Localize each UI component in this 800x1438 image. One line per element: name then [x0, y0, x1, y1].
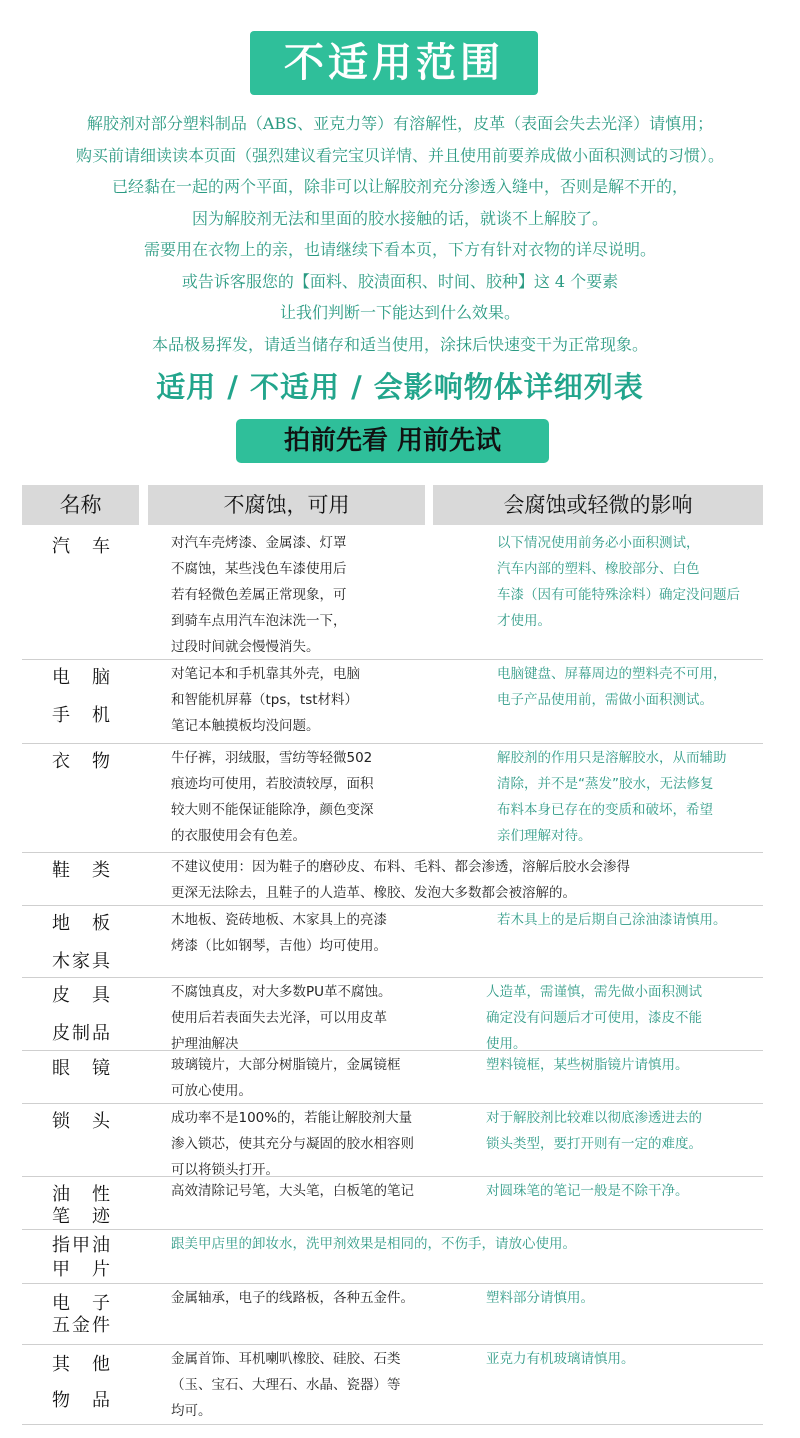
cell-line: 塑料镜框，某些树脂镜片请慎用。 [486, 1057, 689, 1073]
table-row [22, 1103, 763, 1177]
cell-line: 对汽车壳烤漆、金属漆、灯罩 [171, 535, 347, 551]
cell-line: 痕迹均可使用，若胶渍较厚，面积 [171, 776, 374, 792]
row-name: 油 性 [52, 1184, 112, 1205]
cell-line: 清除，并不是“蒸发”胶水，无法修复 [497, 776, 714, 792]
notice-line: 购买前请细读读本页面（强烈建议看完宝贝详情、并且使用前要养成做小面积测试的习惯）。 [75, 145, 724, 165]
cell-line: 使用后若表面失去光泽，可以用皮革 [171, 1010, 387, 1026]
table-row [22, 528, 763, 660]
cell-line: 可以将锁头打开。 [171, 1162, 279, 1178]
cell-line: 锁头类型，要打开则有一定的难度。 [486, 1136, 702, 1152]
row-name: 物 品 [52, 1390, 112, 1411]
cell-safe [171, 1052, 401, 1104]
cell-line: 若有轻微色差属正常现象，可 [171, 587, 347, 603]
table-row [22, 743, 763, 853]
cell-line: 不腐蚀真皮，对大多数PU革不腐蚀。 [171, 984, 392, 1000]
cell-safe [171, 1178, 414, 1204]
cell-full [171, 1231, 576, 1257]
notice-line: 或告诉客服您的【面料、胶渍面积、时间、胶种】这 4 个要素 [181, 271, 619, 291]
table-row [22, 977, 763, 1051]
row-name: 木家具 [52, 951, 112, 972]
row-name: 电 脑 [52, 667, 112, 688]
table-row [22, 659, 763, 744]
cell-affect [486, 979, 702, 1057]
title-banner [250, 31, 538, 95]
cell-line: 笔记本触摸板均没问题。 [171, 718, 320, 734]
cell-line: 和智能机屏幕（tps，tst材料） [171, 692, 359, 708]
cell-safe [171, 1105, 414, 1183]
cell-line: 更深无法除去，且鞋子的人造革、橡胶、发泡大多数都会被溶解的。 [171, 885, 576, 901]
cell-affect [486, 1178, 689, 1204]
tip-text: 拍前先看 用前先试 [283, 426, 502, 456]
table-row [22, 1176, 763, 1230]
row-name: 其 他 [52, 1354, 112, 1375]
cell-line: 较大则不能保证能除净，颜色变深 [171, 802, 374, 818]
cell-affect [497, 530, 740, 634]
cell-line: 解胶剂的作用只是溶解胶水，从而辅助 [497, 750, 727, 766]
table-row [22, 1283, 763, 1345]
cell-line: 跟美甲店里的卸妆水，洗甲剂效果是相同的，不伤手，请放心使用。 [171, 1236, 576, 1252]
cell-line: 成功率不是100%的，若能让解胶剂大量 [171, 1110, 413, 1126]
cell-line: 车漆（因有可能特殊涂料）确定没问题后 [497, 587, 740, 603]
row-name: 皮制品 [52, 1023, 112, 1044]
cell-line: 塑料部分请慎用。 [486, 1290, 594, 1306]
cell-line: 金属首饰、耳机喇叭橡胶、硅胶、石类 [171, 1351, 401, 1367]
cell-line: 布料本身已存在的变质和破坏，希望 [497, 802, 713, 818]
cell-safe [171, 979, 392, 1057]
cell-line: 电子产品使用前，需做小面积测试。 [497, 692, 713, 708]
row-name: 锁 头 [52, 1111, 112, 1132]
cell-line: 人造革，需谨慎，需先做小面积测试 [486, 984, 702, 1000]
row-name: 鞋 类 [52, 860, 112, 881]
notice-line: 因为解胶剂无法和里面的胶水接触的话，就谈不上解胶了。 [191, 208, 608, 228]
cell-affect [486, 1346, 635, 1372]
table-row [22, 1229, 763, 1284]
notice-line: 让我们判断一下能达到什么效果。 [279, 303, 520, 322]
cell-line: 以下情况使用前务必小面积测试， [497, 535, 700, 551]
cell-safe [171, 661, 360, 739]
cell-line: 均可。 [171, 1403, 212, 1419]
table-row [22, 1344, 763, 1425]
notice-line: 需要用在衣物上的亲，也请继续下看本页，下方有针对衣物的详尽说明。 [143, 240, 656, 259]
cell-line: 若木具上的是后期自己涂油漆请慎用。 [497, 912, 727, 928]
cell-line: 电脑键盘、屏幕周边的塑料壳不可用， [497, 666, 727, 682]
row-name: 手 机 [52, 705, 112, 726]
row-name: 眼 镜 [52, 1058, 112, 1079]
row-name: 指甲油 [52, 1235, 112, 1256]
cell-line: 到骑车点用汽车泡沫洗一下， [171, 613, 347, 629]
row-name: 笔 迹 [52, 1206, 112, 1227]
header-name: 名称 [22, 485, 139, 525]
cell-line: 过段时间就会慢慢消失。 [171, 639, 320, 655]
cell-safe [171, 1346, 401, 1424]
row-name: 地 板 [52, 913, 112, 934]
cell-line: 亚克力有机玻璃请慎用。 [486, 1351, 635, 1367]
row-name: 甲 片 [52, 1259, 112, 1280]
cell-safe [171, 745, 374, 849]
cell-line: （玉、宝石、大理石、水晶、瓷器）等 [171, 1377, 401, 1393]
cell-affect [497, 745, 727, 849]
list-subtitle: 适用 / 不适用 / 会影响物体详细列表 [156, 370, 644, 404]
table-row [22, 905, 763, 978]
cell-line: 不腐蚀，某些浅色车漆使用后 [171, 561, 347, 577]
cell-safe [171, 530, 347, 660]
cell-line: 对于解胶剂比较难以彻底渗透进去的 [486, 1110, 702, 1126]
cell-safe [171, 1285, 414, 1311]
cell-affect [486, 1285, 594, 1311]
page-title: 不适用范围 [284, 40, 504, 86]
notice-line: 本品极易挥发，请适当储存和适当使用，涂抹后快速变干为正常现象。 [151, 334, 648, 354]
cell-affect [486, 1052, 689, 1078]
row-name: 电 子 [52, 1293, 112, 1314]
header-safe: 不腐蚀，可用 [148, 485, 425, 525]
tip-banner [236, 419, 549, 463]
notice-text [0, 108, 800, 360]
cell-line: 对笔记本和手机靠其外壳，电脑 [171, 666, 360, 682]
cell-line: 使用。 [486, 1036, 527, 1052]
cell-line: 不建议使用：因为鞋子的磨砂皮、布料、毛料、都会渗透，溶解后胶水会渗得 [171, 859, 630, 875]
row-name: 汽 车 [52, 536, 112, 557]
cell-line: 金属轴承，电子的线路板，各种五金件。 [171, 1290, 414, 1306]
cell-affect [497, 661, 727, 713]
cell-line: 渗入锁芯，使其充分与凝固的胶水相容则 [171, 1136, 414, 1152]
cell-line: 亲们理解对待。 [497, 828, 592, 844]
table-row [22, 852, 763, 906]
cell-line: 烤漆（比如钢琴，吉他）均可使用。 [171, 938, 387, 954]
cell-line: 可放心使用。 [171, 1083, 252, 1099]
table-row [22, 1050, 763, 1104]
cell-line: 对圆珠笔的笔记一般是不除干净。 [486, 1183, 689, 1199]
cell-line: 高效清除记号笔，大头笔，白板笔的笔记 [171, 1183, 414, 1199]
cell-line: 牛仔裤，羽绒服，雪纺等轻微502 [171, 750, 373, 766]
notice-line: 已经黏在一起的两个平面，除非可以让解胶剂充分渗透入缝中，否则是解不开的， [111, 177, 688, 196]
cell-affect [497, 907, 727, 933]
cell-full [171, 854, 630, 906]
row-name: 五金件 [52, 1315, 112, 1336]
cell-line: 确定没有问题后才可使用，漆皮不能 [486, 1010, 702, 1026]
row-name: 皮 具 [52, 985, 112, 1006]
row-name: 衣 物 [52, 751, 112, 772]
cell-line: 玻璃镜片，大部分树脂镜片，金属镜框 [171, 1057, 401, 1073]
cell-line: 汽车内部的塑料、橡胶部分、白色 [497, 561, 700, 577]
cell-safe [171, 907, 387, 959]
cell-affect [486, 1105, 702, 1157]
cell-line: 的衣服使用会有色差。 [171, 828, 306, 844]
cell-line: 才使用。 [497, 613, 551, 629]
notice-line: 解胶剂对部分塑料制品（ABS、亚克力等）有溶解性，皮革（表面会失去光泽）请慎用； [86, 114, 714, 133]
cell-line: 木地板、瓷砖地板、木家具上的亮漆 [171, 912, 387, 928]
header-affect: 会腐蚀或轻微的影响 [433, 485, 763, 525]
cell-line: 护理油解决 [171, 1036, 239, 1052]
